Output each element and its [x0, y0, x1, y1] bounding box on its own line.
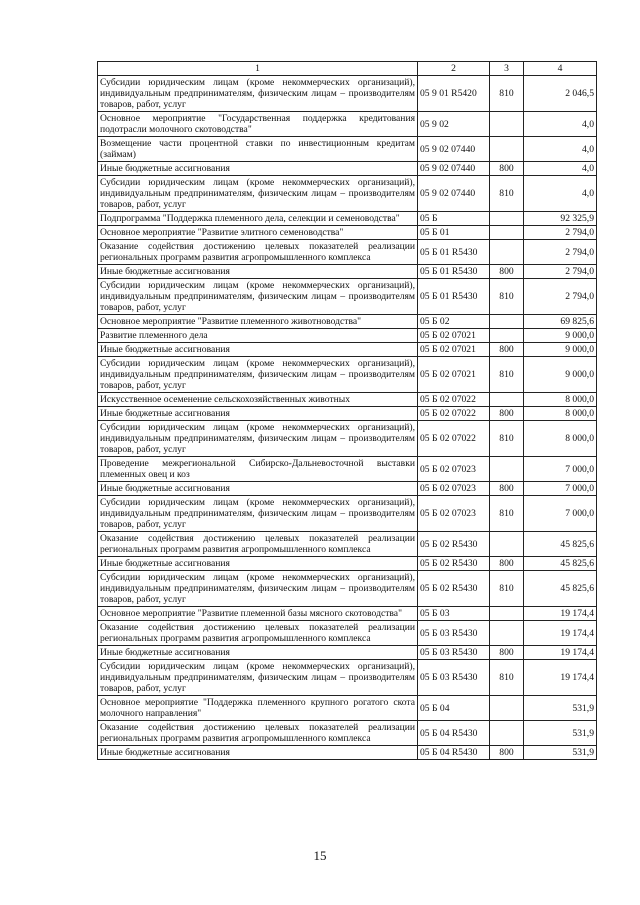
row-name-cell: Субсидии юридическим лицам (кроме некоммерческих организаций), индивидуальным предпринимателям, физическим лицам – производителям товаров, работ, услуг	[98, 76, 418, 112]
row-amount-cell: 92 325,9	[524, 212, 597, 226]
row-name-cell: Иные бюджетные ассигнования	[98, 343, 418, 357]
row-amount-cell: 45 825,6	[524, 557, 597, 571]
row-code-cell: 05 Б 02 07021	[418, 329, 490, 343]
row-name-cell: Проведение межрегиональной Сибирско-Дальневосточной выставки племенных овец и коз	[98, 457, 418, 482]
table-row	[98, 532, 597, 557]
row-code-cell: 05 Б 02 07023	[418, 457, 490, 482]
row-name-cell: Оказание содействия достижению целевых показателей реализации региональных программ развития агропромышленного комплекса	[98, 240, 418, 265]
row-type-cell	[490, 532, 524, 557]
document-page	[97, 61, 596, 760]
table-row	[98, 660, 597, 696]
row-amount-cell: 7 000,0	[524, 496, 597, 532]
row-amount-cell: 2 794,0	[524, 226, 597, 240]
row-name-cell: Развитие племенного дела	[98, 329, 418, 343]
row-amount-cell: 8 000,0	[524, 421, 597, 457]
row-code-cell: 05 Б 02 07023	[418, 482, 490, 496]
row-amount-cell: 2 794,0	[524, 279, 597, 315]
row-name-cell: Иные бюджетные ассигнования	[98, 265, 418, 279]
row-name-cell: Основное мероприятие "Развитие племенного животноводства"	[98, 315, 418, 329]
row-type-cell	[490, 696, 524, 721]
row-code-cell: 05 Б 03	[418, 607, 490, 621]
row-name-cell: Возмещение части процентной ставки по инвестиционным кредитам (займам)	[98, 137, 418, 162]
row-code-cell: 05 Б 02 07023	[418, 496, 490, 532]
table-row	[98, 112, 597, 137]
row-type-cell: 800	[490, 407, 524, 421]
table-row	[98, 343, 597, 357]
row-amount-cell: 2 794,0	[524, 265, 597, 279]
row-name-cell: Искусственное осеменение сельскохозяйственных животных	[98, 393, 418, 407]
row-type-cell	[490, 457, 524, 482]
table-row	[98, 212, 597, 226]
row-type-cell: 800	[490, 557, 524, 571]
header-cell-3: 3	[490, 62, 524, 76]
row-code-cell: 05 Б 04 R5430	[418, 721, 490, 746]
row-type-cell: 810	[490, 357, 524, 393]
row-amount-cell: 4,0	[524, 162, 597, 176]
row-type-cell	[490, 240, 524, 265]
row-name-cell: Субсидии юридическим лицам (кроме некоммерческих организаций), индивидуальным предпринимателям, физическим лицам – производителям товаров, работ, услуг	[98, 357, 418, 393]
row-type-cell	[490, 112, 524, 137]
row-amount-cell: 531,9	[524, 721, 597, 746]
header-cell-2: 2	[418, 62, 490, 76]
row-amount-cell: 19 174,4	[524, 646, 597, 660]
budget-table-body	[98, 62, 597, 760]
row-code-cell: 05 Б 03 R5430	[418, 660, 490, 696]
row-type-cell: 800	[490, 343, 524, 357]
row-code-cell: 05 Б 01 R5430	[418, 240, 490, 265]
row-name-cell: Основное мероприятие "Развитие племенной базы мясного скотоводства"	[98, 607, 418, 621]
row-name-cell: Субсидии юридическим лицам (кроме некоммерческих организаций), индивидуальным предпринимателям, физическим лицам – производителям товаров, работ, услуг	[98, 571, 418, 607]
row-type-cell: 800	[490, 646, 524, 660]
row-amount-cell: 2 794,0	[524, 240, 597, 265]
row-name-cell: Оказание содействия достижению целевых показателей реализации региональных программ развития агропромышленного комплекса	[98, 532, 418, 557]
row-amount-cell: 45 825,6	[524, 532, 597, 557]
row-code-cell: 05 9 02 07440	[418, 162, 490, 176]
table-header-row	[98, 62, 597, 76]
row-type-cell: 810	[490, 496, 524, 532]
table-row	[98, 176, 597, 212]
row-amount-cell: 9 000,0	[524, 329, 597, 343]
budget-table	[97, 61, 597, 760]
row-amount-cell: 45 825,6	[524, 571, 597, 607]
row-name-cell: Иные бюджетные ассигнования	[98, 482, 418, 496]
row-code-cell: 05 Б 01 R5430	[418, 279, 490, 315]
row-name-cell: Основное мероприятие "Поддержка племенного крупного рогатого скота молочного направления"	[98, 696, 418, 721]
row-name-cell: Субсидии юридическим лицам (кроме некоммерческих организаций), индивидуальным предпринимателям, физическим лицам – производителям товаров, работ, услуг	[98, 176, 418, 212]
row-name-cell: Иные бюджетные ассигнования	[98, 646, 418, 660]
row-name-cell: Субсидии юридическим лицам (кроме некоммерческих организаций), индивидуальным предпринимателям, физическим лицам – производителям товаров, работ, услуг	[98, 421, 418, 457]
row-amount-cell: 531,9	[524, 746, 597, 760]
row-code-cell: 05 Б 01 R5430	[418, 265, 490, 279]
row-code-cell: 05 Б 01	[418, 226, 490, 240]
table-row	[98, 137, 597, 162]
row-name-cell: Оказание содействия достижению целевых показателей реализации региональных программ развития агропромышленного комплекса	[98, 721, 418, 746]
table-row	[98, 696, 597, 721]
table-row	[98, 621, 597, 646]
row-amount-cell: 69 825,6	[524, 315, 597, 329]
row-type-cell: 800	[490, 482, 524, 496]
row-amount-cell: 8 000,0	[524, 393, 597, 407]
row-amount-cell: 9 000,0	[524, 357, 597, 393]
row-code-cell: 05 9 01 R5420	[418, 76, 490, 112]
table-row	[98, 496, 597, 532]
row-code-cell: 05 Б 03 R5430	[418, 621, 490, 646]
table-row	[98, 421, 597, 457]
table-row	[98, 607, 597, 621]
row-type-cell: 800	[490, 265, 524, 279]
row-name-cell: Субсидии юридическим лицам (кроме некоммерческих организаций), индивидуальным предпринимателям, физическим лицам – производителям товаров, работ, услуг	[98, 496, 418, 532]
table-row	[98, 162, 597, 176]
row-type-cell	[490, 226, 524, 240]
row-type-cell: 800	[490, 746, 524, 760]
table-row	[98, 265, 597, 279]
row-type-cell	[490, 393, 524, 407]
row-code-cell: 05 Б 02 R5430	[418, 557, 490, 571]
row-code-cell: 05 Б 04 R5430	[418, 746, 490, 760]
row-type-cell	[490, 137, 524, 162]
row-name-cell: Субсидии юридическим лицам (кроме некоммерческих организаций), индивидуальным предпринимателям, физическим лицам – производителям товаров, работ, услуг	[98, 660, 418, 696]
row-type-cell: 810	[490, 421, 524, 457]
table-row	[98, 357, 597, 393]
table-row	[98, 315, 597, 329]
row-code-cell: 05 Б 02 07021	[418, 357, 490, 393]
table-row	[98, 482, 597, 496]
row-code-cell: 05 Б 02 R5430	[418, 571, 490, 607]
row-amount-cell: 19 174,4	[524, 607, 597, 621]
row-amount-cell: 9 000,0	[524, 343, 597, 357]
row-name-cell: Основное мероприятие "Государственная поддержка кредитования подотрасли молочного скотоводства"	[98, 112, 418, 137]
table-row	[98, 279, 597, 315]
row-type-cell	[490, 621, 524, 646]
row-amount-cell: 7 000,0	[524, 457, 597, 482]
table-row	[98, 721, 597, 746]
row-code-cell: 05 Б 02 07022	[418, 393, 490, 407]
row-amount-cell: 4,0	[524, 137, 597, 162]
row-amount-cell: 19 174,4	[524, 660, 597, 696]
row-name-cell: Оказание содействия достижению целевых показателей реализации региональных программ развития агропромышленного комплекса	[98, 621, 418, 646]
row-code-cell: 05 Б 02	[418, 315, 490, 329]
row-name-cell: Иные бюджетные ассигнования	[98, 162, 418, 176]
table-row	[98, 557, 597, 571]
row-type-cell: 810	[490, 279, 524, 315]
table-row	[98, 226, 597, 240]
row-amount-cell: 7 000,0	[524, 482, 597, 496]
row-type-cell	[490, 315, 524, 329]
row-code-cell: 05 9 02 07440	[418, 137, 490, 162]
row-name-cell: Подпрограмма "Поддержка племенного дела, селекции и семеноводства"	[98, 212, 418, 226]
row-type-cell: 810	[490, 176, 524, 212]
row-code-cell: 05 Б 04	[418, 696, 490, 721]
table-row	[98, 407, 597, 421]
row-type-cell: 810	[490, 571, 524, 607]
row-type-cell: 810	[490, 660, 524, 696]
row-code-cell: 05 Б 03 R5430	[418, 646, 490, 660]
row-name-cell: Основное мероприятие "Развитие элитного семеноводства"	[98, 226, 418, 240]
row-name-cell: Иные бюджетные ассигнования	[98, 746, 418, 760]
table-row	[98, 746, 597, 760]
header-cell-4: 4	[524, 62, 597, 76]
row-amount-cell: 2 046,5	[524, 76, 597, 112]
table-row	[98, 393, 597, 407]
row-code-cell: 05 9 02	[418, 112, 490, 137]
row-type-cell: 800	[490, 162, 524, 176]
row-type-cell: 810	[490, 76, 524, 112]
row-amount-cell: 4,0	[524, 176, 597, 212]
row-name-cell: Субсидии юридическим лицам (кроме некоммерческих организаций), индивидуальным предпринимателям, физическим лицам – производителям товаров, работ, услуг	[98, 279, 418, 315]
row-code-cell: 05 Б	[418, 212, 490, 226]
page-number: 15	[313, 848, 327, 863]
row-amount-cell: 4,0	[524, 112, 597, 137]
row-code-cell: 05 Б 02 R5430	[418, 532, 490, 557]
row-type-cell	[490, 212, 524, 226]
row-name-cell: Иные бюджетные ассигнования	[98, 407, 418, 421]
table-row	[98, 329, 597, 343]
row-name-cell: Иные бюджетные ассигнования	[98, 557, 418, 571]
row-code-cell: 05 Б 02 07022	[418, 421, 490, 457]
row-code-cell: 05 Б 02 07022	[418, 407, 490, 421]
table-row	[98, 76, 597, 112]
row-code-cell: 05 9 02 07440	[418, 176, 490, 212]
table-row	[98, 457, 597, 482]
row-amount-cell: 19 174,4	[524, 621, 597, 646]
header-cell-1: 1	[98, 62, 418, 76]
row-amount-cell: 8 000,0	[524, 407, 597, 421]
row-type-cell	[490, 721, 524, 746]
row-type-cell	[490, 607, 524, 621]
row-amount-cell: 531,9	[524, 696, 597, 721]
table-row	[98, 571, 597, 607]
row-code-cell: 05 Б 02 07021	[418, 343, 490, 357]
table-row	[98, 240, 597, 265]
row-type-cell	[490, 329, 524, 343]
table-row	[98, 646, 597, 660]
